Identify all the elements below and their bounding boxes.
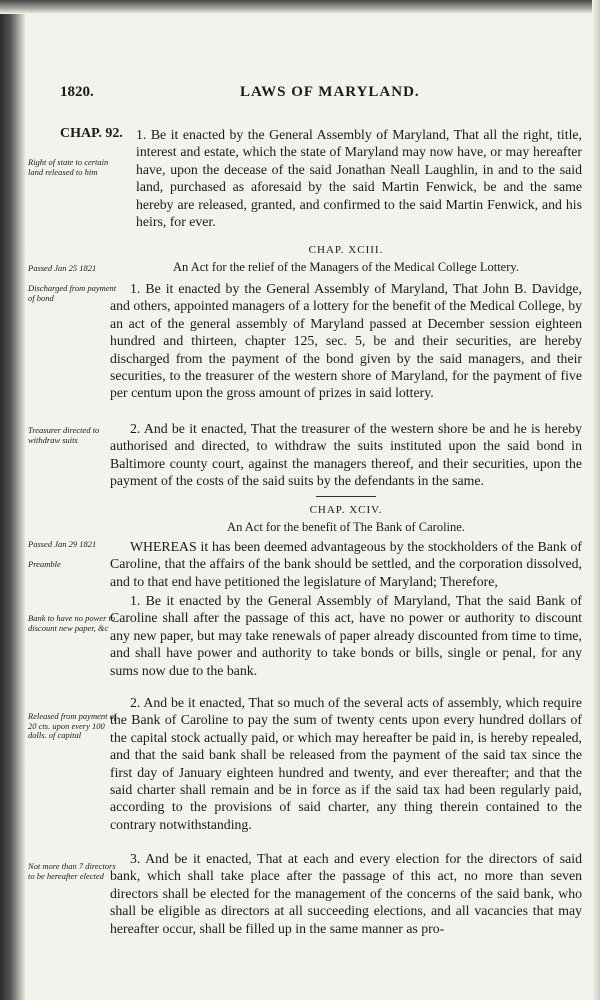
chapter-94-section-2 [110,694,582,833]
chapter-94-act-title: An Act for the benefit of The Bank of Caroline. [227,520,465,534]
chapter-94-preamble-text: WHEREAS it has been deemed advantageous by the stockholders of the Bank of Caroline, that the affairs of the bank should be settled, and the corporation dissolved, and to that end have petitioned the legislature of Maryland; Therefore, [110,539,582,589]
margin-note-released: Released from payment of 20 cts. upon every 100 dolls. of capital [28,711,117,740]
chapter-93-sec1-text: 1. Be it enacted by the General Assembly of Maryland, That John B. Davidge, and others, appointed managers of a lottery for the benefit of the Medical College, by an act of the general assembly of Maryland passed at December session eighteen hundred and thirteen, chapter 125, sec. 5, be and their securities, are hereby discharged from the payment of the bond given by the said managers, and their securities, to the treasurer of the western shore of Maryland, for the payment of five per centum upon the gross amount of prizes in said lottery. [110,281,582,401]
chapter-93-heading: CHAP. XCIII. [308,244,384,256]
margin-note-treasurer: Treasurer directed to withdraw suits [28,425,100,445]
chapter-94-sec3-text: 3. And be it enacted, That at each and every election for the directors of said bank, which shall take place after the passage of this act, no more than seven directors shall be elected for the management of the concerns of the said bank, who shall be eligible as directors at all succeeding elections, and all vacancies that may hereafter occur, shall be filled up in the same manner as pro- [110,851,582,936]
margin-note-directors: Not more than 7 directors to be hereafter elected [28,861,116,881]
margin-note-discharged: Discharged from payment of bond [28,283,117,303]
chapter-93-section-2 [110,420,582,490]
chapter-94-section-1 [110,592,582,679]
margin-note-right-of-state: Right of state to certain land released to him [28,157,109,177]
chapter-divider [316,496,376,497]
chapter-94-heading: CHAP. XCIV. [309,504,383,516]
chapter-93-section-1 [110,280,582,402]
chapter-92-section-1 [136,126,582,230]
chapter-92-text: 1. Be it enacted by the General Assembly of Maryland, That all the right, title, interest and estate, which the state of Maryland may now have, or may hereafter have, upon the decease of the said Jonathan Neall Laughlin, in and to the said land, purchased as aforesaid by the said Martin Fenwick, be and the same hereby are released, granted, and confirmed to the said Martin Fenwick, and his heirs, for ever. [136,127,582,230]
running-header [60,84,580,104]
page-year: 1820. [60,84,94,100]
page-edge [592,0,600,1000]
chapter-93-sec2-text: 2. And be it enacted, That the treasurer of the western shore be and he is hereby authorised and directed, to withdraw the suits instituted upon the said bond in Baltimore county court, against the managers thereof, and their securities, upon the payment of the costs of the said suits by the defendants in the same. [110,421,582,489]
passed-date-93: Passed Jan 25 1821 [28,263,97,273]
chapter-92-label: CHAP. 92. [60,126,123,141]
margin-note-preamble: Preamble [28,559,61,569]
top-edge-shadow [0,0,600,14]
chapter-93-act-title: An Act for the relief of the Managers of the Medical College Lottery. [173,260,519,274]
passed-date-94: Passed Jan 29 1821 [28,539,97,549]
chapter-94-sec2-text: 2. And be it enacted, That so much of the several acts of assembly, which require the Bank of Caroline to pay the sum of twenty cents upon every hundred dollars of the capital stock actually paid, or which may hereafter be paid in, is hereby repealed, and that the said bank shall be released from the payment of the said tax since the first day of January eighteen hundred and twenty, and ever thereafter; and that the said charter shall remain and be in force as if the said tax had been regularly paid, according to the provisions of said charter, any thing therein contained to the contrary notwithstanding. [110,695,582,832]
running-title: LAWS OF MARYLAND. [240,84,420,100]
binding-shadow [0,0,26,1000]
margin-note-bank: Bank to have no power to discount new paper, &c [28,613,116,633]
chapter-94-preamble [110,538,582,590]
chapter-94-sec1-text: 1. Be it enacted by the General Assembly of Maryland, That the said Bank of Caroline shall after the passage of this act, have no power or authority to discount any new paper, but may take renewals of paper already discounted from time to time, and shall have power and authority to take bonds or bills, single or penal, for any sums now due to the bank. [110,593,582,678]
chapter-94-section-3 [110,850,582,937]
